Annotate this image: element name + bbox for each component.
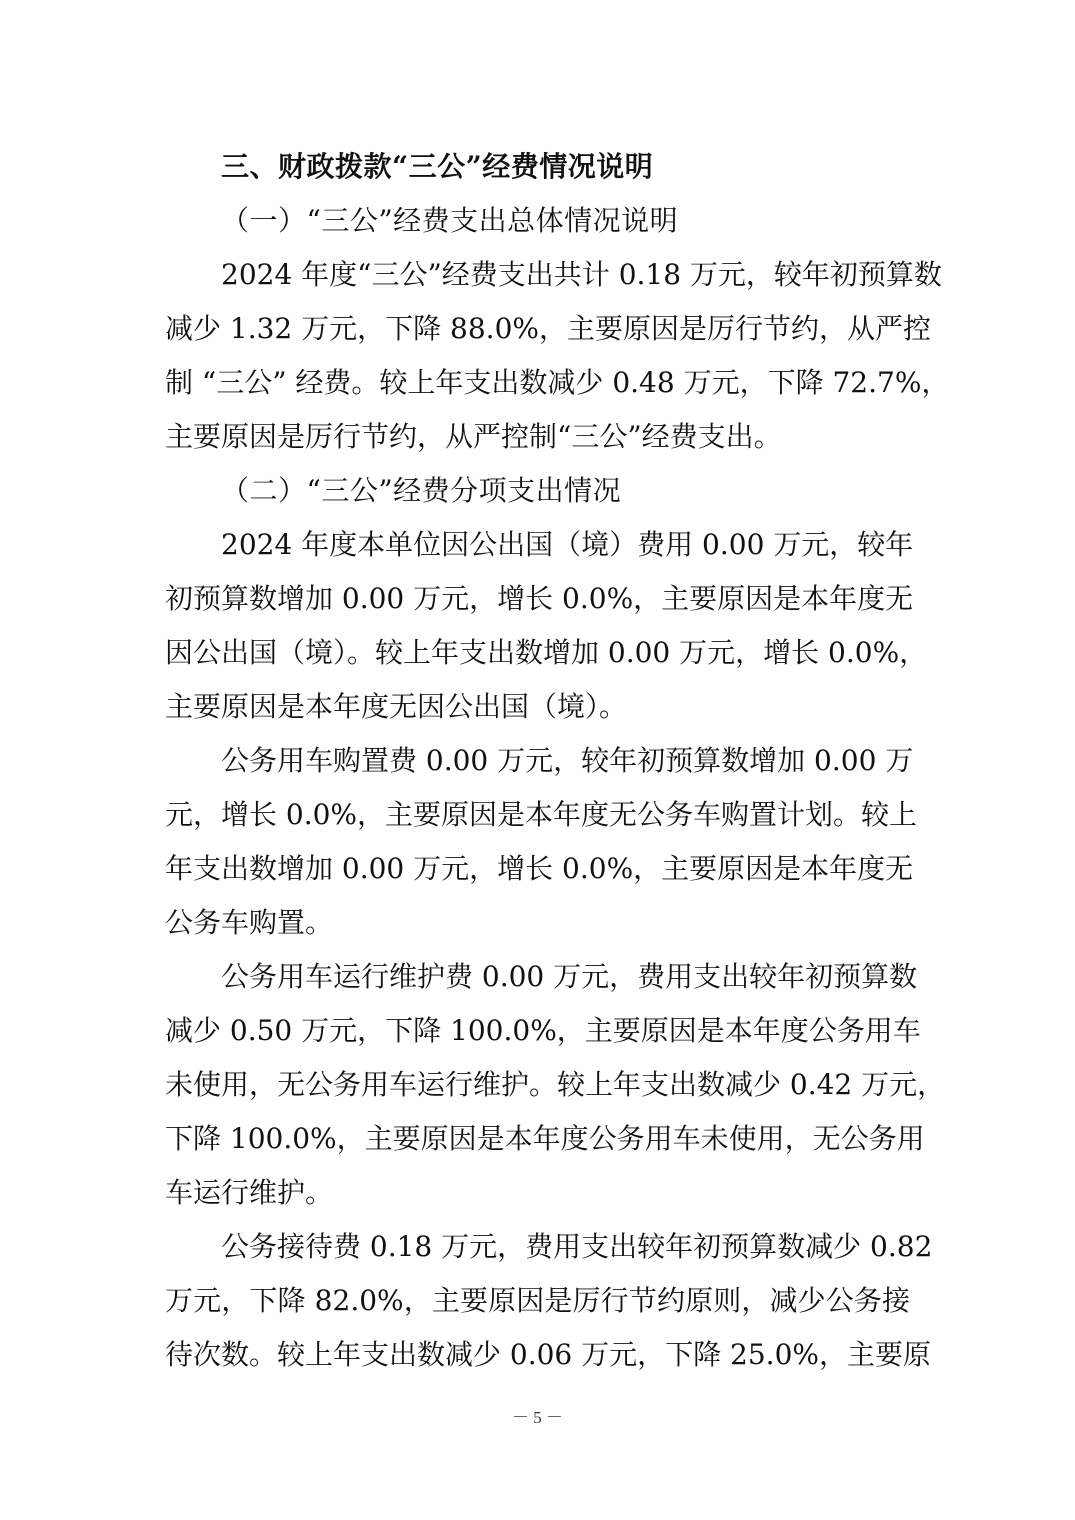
paragraph-overall: [165, 248, 950, 464]
document-body: [165, 140, 950, 1382]
paragraph-line: 车运行维护。: [165, 1176, 334, 1209]
paragraph-line: 2024 年度本单位因公出国（境）费用 0.00 万元，较年: [221, 528, 914, 561]
paragraph-line: 年支出数增加 0.00 万元，增长 0.0%，主要原因是本年度无: [165, 852, 914, 885]
paragraph-line: 未使用，无公务用车运行维护。较上年支出数减少 0.42 万元，: [165, 1068, 946, 1101]
paragraph-line: 主要原因是本年度无因公出国（境）。: [165, 690, 628, 723]
section-title: 三、财政拨款“三公”经费情况说明: [221, 150, 654, 183]
paragraph-line: 万元，下降 82.0%，主要原因是厉行节约原则，减少公务接: [165, 1284, 910, 1317]
paragraph-line: 元，增长 0.0%，主要原因是本年度无公务车购置计划。较上: [165, 798, 918, 831]
paragraph-line: 初预算数增加 0.00 万元，增长 0.0%，主要原因是本年度无: [165, 582, 914, 615]
subsection-title-overall: （一）“三公”经费支出总体情况说明: [221, 204, 679, 237]
paragraph-line: 因公出国（境）。较上年支出数增加 0.00 万元，增长 0.0%，: [165, 636, 928, 669]
subsection-title-itemized: （二）“三公”经费分项支出情况: [221, 474, 622, 507]
paragraph-line: 公务用车购置费 0.00 万元，较年初预算数增加 0.00 万: [221, 744, 914, 777]
paragraph-reception: [165, 1220, 933, 1382]
paragraph-vehicle-maintenance: [165, 950, 946, 1220]
paragraph-line: 减少 1.32 万元，下降 88.0%，主要原因是厉行节约，从严控: [165, 312, 931, 345]
page-number: － 5 －: [512, 1408, 563, 1427]
paragraph-line: 主要原因是厉行节约，从严控制“三公”经费支出。: [165, 420, 782, 453]
paragraph-line: 下降 100.0%，主要原因是本年度公务用车未使用，无公务用: [165, 1122, 925, 1155]
paragraph-line: 公务接待费 0.18 万元，费用支出较年初预算数减少 0.82: [221, 1230, 933, 1263]
paragraph-vehicle-purchase: [165, 734, 918, 950]
paragraph-line: 待次数。较上年支出数减少 0.06 万元，下降 25.0%，主要原: [165, 1338, 931, 1371]
paragraph-line: 公务用车运行维护费 0.00 万元，费用支出较年初预算数: [221, 960, 918, 993]
paragraph-line: 2024 年度“三公”经费支出共计 0.18 万元，较年初预算数: [221, 258, 942, 291]
paragraph-line: 公务车购置。: [165, 906, 334, 939]
paragraph-line: 减少 0.50 万元，下降 100.0%，主要原因是本年度公务用车: [165, 1014, 921, 1047]
paragraph-overseas-travel: [165, 518, 928, 734]
paragraph-line: 制 “三公” 经费。较上年支出数减少 0.48 万元，下降 72.7%，: [165, 366, 950, 399]
